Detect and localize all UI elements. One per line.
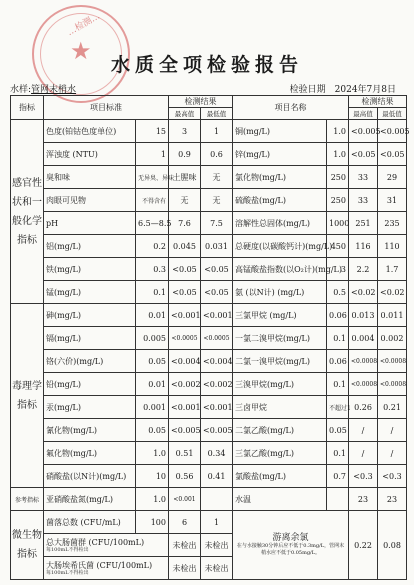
seal-star-icon: ★ (70, 37, 92, 65)
results-table (10, 95, 410, 580)
category-sensory: 感官性状和一般化学指标 (11, 120, 44, 304)
table-row: 大肠埃希氏菌 (CFU/100mL) 每100mL不得检出 未检出 未检出 (11, 557, 407, 580)
table-row: 臭和味 无异臭、异味 土腥味 无 氯化物(mg/L) 250 33 29 (11, 166, 407, 189)
table-row: 感官性状和一般化学指标 色度(铂钴色度单位) 15 3 1 铜(mg/L) 1.0 <0.005 <0.005 (11, 120, 407, 143)
table-row: 参考指标 亚硝酸盐氮(mg/L) 1.0 <0.001 水温 23 23 (11, 488, 407, 511)
header-max-right: 最高值 (349, 108, 378, 120)
header-item-right: 项目名称 (233, 96, 349, 120)
table-row: 毒理学指标 砷(mg/L) 0.01 <0.001 <0.001 三氯甲烷 (mg/L) 0.06 0.013 0.011 (11, 304, 407, 327)
category-reference: 参考指标 (11, 488, 44, 511)
sample-info (10, 82, 76, 95)
free-chlorine-cell (233, 511, 349, 580)
category-micro: 微生物指标 (11, 511, 44, 580)
table-row: 肉眼可见物 不得含有 无 无 硫酸盐(mg/L) 250 33 31 (11, 189, 407, 212)
free-chlorine-note: 在与水接触30分钟后应不低于0.3mg/L，管网末梢水应不低于0.05mg/L。 (236, 542, 345, 556)
table-row: 汞(mg/L) 0.001 <0.001 <0.001 三卤甲烷 不超过1 0.26 0.21 (11, 396, 407, 419)
date-label: 检验日期 (289, 85, 326, 95)
table-row: 氟化物(mg/L) 1.0 0.51 0.34 三氯乙酸(mg/L) 0.1 / / (11, 442, 407, 465)
table-row: 铬(六价)(mg/L) 0.05 <0.004 <0.004 二氯一溴甲烷(mg/L) 0.06 <0.0008 <0.0008 (11, 350, 407, 373)
header-results-left: 检测结果 (169, 96, 233, 108)
sample-value: 管网末梢水 (31, 85, 77, 95)
header-indicator: 指标 (11, 96, 44, 120)
table-row: 浑浊度 (NTU) 1 0.9 0.6 锌(mg/L) 1.0 <0.05 <0.05 (11, 143, 407, 166)
header-row-1 (11, 96, 407, 108)
table-row: 铝(mg/L) 0.2 0.045 0.031 总硬度(以碳酸钙计)(mg/L) 450 116 110 (11, 235, 407, 258)
table-row: 铁(mg/L) 0.3 <0.05 <0.05 高锰酸盐指数(以O₂计)(mg/L) 3 2.2 1.7 (11, 258, 407, 281)
free-chlorine-label: 游离余氯 (272, 532, 309, 543)
header-max-left: 最高值 (169, 108, 201, 120)
report-title: 水质全项检验报告 (110, 54, 303, 76)
category-toxicology: 毒理学指标 (11, 304, 44, 488)
date-value: 2024年7月8日 (334, 85, 396, 95)
date-info (290, 82, 396, 95)
table-row: 总大肠菌群 (CFU/100mL) 每100mL不得检出 未检出 未检出 (11, 534, 407, 557)
sample-label: 水样: (10, 85, 32, 95)
table-row: 锰(mg/L) 0.1 <0.05 <0.05 氨 (以N计) (mg/L) 0.5 <0.02 <0.02 (11, 281, 407, 304)
table-row: 微生物指标 菌落总数 (CFU/mL) 100 6 1 游离余氯 在与水接触30分钟后应不低于0.3mg/L，管网末梢水应不低于0.05mg/L。 0.22 0.08 (11, 511, 407, 534)
table-row: 镉(mg/L) 0.005 <0.0005 <0.0005 一氯二溴甲烷(mg/L) 0.1 0.004 0.002 (11, 327, 407, 350)
header-min-left: 最低值 (201, 108, 233, 120)
seal-text: …检测… (65, 11, 102, 39)
header-results-right: 检测结果 (349, 96, 407, 108)
table-row: 铅(mg/L) 0.01 <0.002 <0.002 三溴甲烷(mg/L) 0.1 <0.0008 <0.0008 (11, 373, 407, 396)
table-row: 氰化物(mg/L) 0.05 <0.005 <0.005 二氯乙酸(mg/L) 0.05 / / (11, 419, 407, 442)
table-row: 硝酸盐(以N计)(mg/L) 10 0.56 0.41 氯酸盐(mg/L) 0.7 <0.3 <0.3 (11, 465, 407, 488)
table-row: pH 6.5—8.5 7.6 7.5 溶解性总固体(mg/L) 1000 251 235 (11, 212, 407, 235)
header-min-right: 最低值 (378, 108, 407, 120)
header-item-left: 项目标准 (44, 96, 169, 120)
